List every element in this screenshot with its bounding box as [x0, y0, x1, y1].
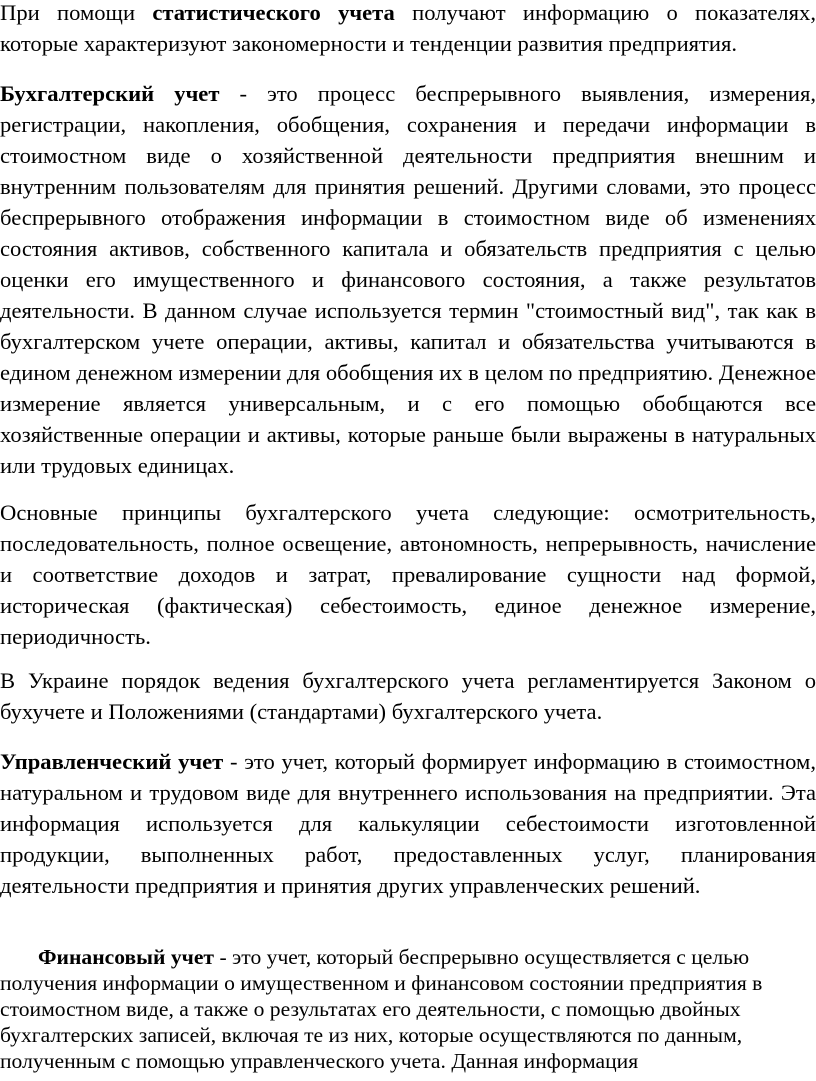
- paragraph-1-body: получают информацию о показателях, которые характеризуют закономерности и тенденции развития предприятия.: [0, 0, 816, 56]
- term-financial-accounting: Финансовый учет: [38, 945, 215, 969]
- term-management-accounting: Управленческий учет: [0, 749, 224, 774]
- paragraph-6-body: - это учет, который беспрерывно осуществляется с целью получения информации о имущественном и финансовом состоянии предприятия в стоимостном виде, а также о результатах его деятельности, с помощью двойных бухгалтерских записей, включая те из них, которые осуществляются по данным, полученным с помощью управленческого учета. Данная информация: [0, 945, 763, 1073]
- paragraph-accounting-principles: [0, 497, 816, 652]
- paragraph-2-body: - это процесс беспрерывного выявления, измерения, регистрации, накопления, обобщения, сохранения и передачи информации в стоимостном виде о хозяйственной деятельности предприятия внешним и внутренним пользователям для принятия решений. Другими словами, это процесс беспрерывного отображения информации в стоимостном виде об изменениях состояния активов, собственного капитала и обязательств предприятия с целью оценки его имущественного и финансового состояния, а также результатов деятельности. В данном случае используется термин "стоимостный вид", так как в бухгалтерском учете операции, активы, капитал и обязательства учитываются в едином денежном измерении для обобщения их в целом по предприятию. Денежное измерение является универсальным, и с его помощью обобщаются все хозяйственные операции и активы, которые раньше были выражены в натуральных или трудовых единицах.: [0, 81, 816, 478]
- paragraph-financial-accounting: [0, 944, 812, 1074]
- paragraph-4-body: В Украине порядок ведения бухгалтерского учета регламентируется Законом о бухучете и Положениями (стандартами) бухгалтерского учета.: [0, 668, 816, 724]
- paragraph-3-body: Основные принципы бухгалтерского учета следующие: осмотрительность, последовательность, полное освещение, автономность, непрерывность, начисление и соответствие доходов и затрат, превалирование сущности над формой, историческая (фактическая) себестоимость, единое денежное измерение, периодичность.: [0, 500, 816, 649]
- paragraph-management-accounting: [0, 746, 816, 901]
- paragraph-ukraine-regulation: [0, 665, 816, 727]
- paragraph-bookkeeping: [0, 78, 816, 481]
- paragraph-statistical-accounting: [0, 0, 816, 59]
- term-statistical-accounting: статистического учета: [152, 0, 395, 25]
- paragraph-5-body: - это учет, который формирует информацию в стоимостном, натуральном и трудовом виде для внутреннего использования на предприятии. Эта информация используется для калькуляции себестоимости изготовленной продукции, выполненных работ, предоставленных услуг, планирования деятельности предприятия и принятия других управленческих решений.: [0, 749, 816, 898]
- paragraph-1-lead: При помощи: [0, 0, 153, 25]
- term-bookkeeping: Бухгалтерский учет: [0, 81, 220, 106]
